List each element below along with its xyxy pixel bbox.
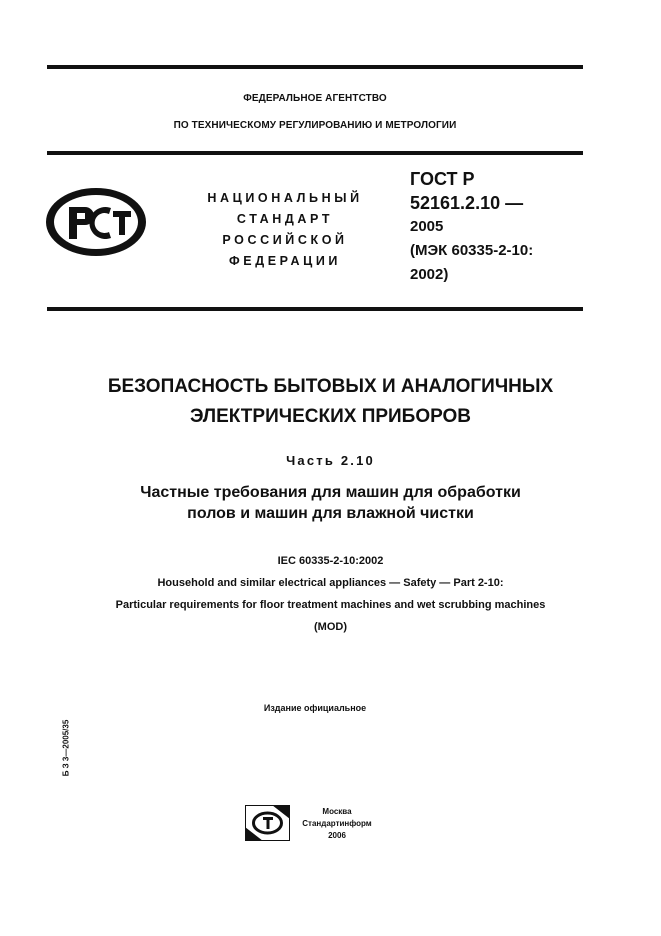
national-standard-label: [192, 188, 378, 272]
part-title-line-1: Частные требования для машин для обработки: [140, 484, 521, 501]
publisher-city: Москва: [322, 807, 352, 816]
iec-reference: [30, 550, 631, 638]
iec-line-2: Particular requirements for floor treatment machines and wet scrubbing machines: [115, 599, 546, 611]
gost-r-certification-mark-icon: [43, 185, 149, 259]
iec-code: IEC 60335-2-10:2002: [277, 555, 384, 567]
title-line-1: БЕЗОПАСНОСТЬ БЫТОВЫХ И АНАЛОГИЧНЫХ: [107, 376, 554, 397]
publisher-name: Стандартинформ: [302, 819, 372, 828]
middle-rule: [47, 307, 583, 311]
national-line-1: НАЦИОНАЛЬНЫЙ: [207, 191, 363, 205]
header-rule: [47, 151, 583, 155]
designation-line-5: 2002): [410, 266, 449, 283]
designation-line-2: 52161.2.10 —: [410, 193, 524, 213]
side-code-text: Б З 3—2005/35: [61, 719, 71, 777]
national-line-3: РОССИЙСКОЙ: [222, 233, 348, 247]
designation-line-4: (МЭК 60335-2-10:: [410, 242, 534, 259]
standartinform-logo-icon: [245, 805, 290, 841]
document-title: [40, 372, 621, 432]
publisher-info: [297, 806, 377, 842]
top-rule: [47, 65, 583, 69]
title-line-2: ЭЛЕКТРИЧЕСКИХ ПРИБОРОВ: [189, 406, 472, 427]
iec-line-3: (MOD): [314, 621, 347, 633]
edition-label: Издание официальное: [263, 703, 367, 713]
designation-line-3: 2005: [410, 218, 444, 235]
national-line-2: СТАНДАРТ: [236, 212, 334, 226]
national-line-4: ФЕДЕРАЦИИ: [228, 254, 341, 268]
iec-line-1: Household and similar electrical appliances — Safety — Part 2-10:: [157, 577, 504, 589]
agency-line-2: ПО ТЕХНИЧЕСКОМУ РЕГУЛИРОВАНИЮ И МЕТРОЛОГИИ: [173, 120, 457, 131]
agency-line-1: ФЕДЕРАЛЬНОЕ АГЕНТСТВО: [243, 93, 387, 104]
designation-line-1: ГОСТ Р: [410, 169, 475, 189]
standard-designation: [410, 167, 600, 287]
part-title: [40, 482, 621, 524]
publisher-year: 2006: [328, 831, 346, 840]
side-code: [60, 703, 72, 793]
part-title-line-2: полов и машин для влажной чистки: [187, 505, 474, 522]
part-label: Часть 2.10: [286, 453, 375, 468]
